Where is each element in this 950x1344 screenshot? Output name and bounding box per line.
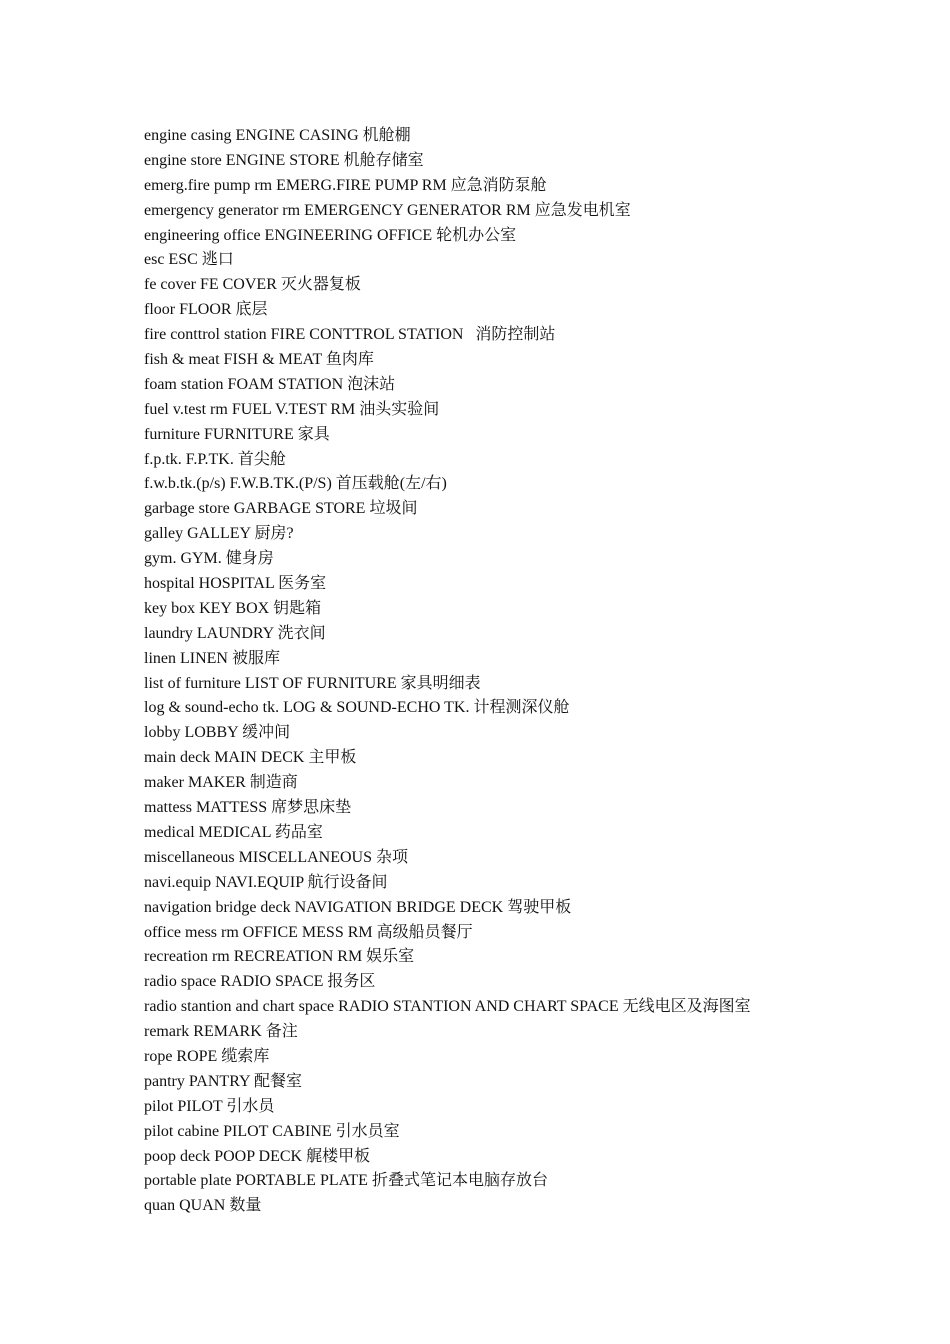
glossary-entry: recreation rm RECREATION RM 娱乐室 — [144, 948, 415, 966]
glossary-list — [144, 124, 751, 1219]
glossary-entry: f.p.tk. F.P.TK. 首尖舱 — [144, 450, 286, 468]
glossary-entry: radio space RADIO SPACE 报务区 — [144, 973, 376, 991]
glossary-entry: linen LINEN 被服库 — [144, 649, 280, 667]
glossary-entry: list of furniture LIST OF FURNITURE 家具明细表 — [144, 674, 481, 692]
glossary-entry: f.w.b.tk.(p/s) F.W.B.TK.(P/S) 首压载舱(左/右) — [144, 475, 447, 493]
glossary-entry: remark REMARK 备注 — [144, 1023, 298, 1041]
glossary-entry: lobby LOBBY 缓冲间 — [144, 724, 291, 742]
glossary-entry: pilot cabine PILOT CABINE 引水员室 — [144, 1122, 400, 1140]
glossary-entry: radio stantion and chart space RADIO STANTION AND CHART SPACE 无线电区及海图室 — [144, 998, 751, 1016]
glossary-entry: maker MAKER 制造商 — [144, 774, 298, 792]
glossary-entry: fire conttrol station FIRE CONTTROL STATION 消防控制站 — [144, 326, 556, 344]
glossary-entry: navi.equip NAVI.EQUIP 航行设备间 — [144, 873, 388, 891]
glossary-entry: medical MEDICAL 药品室 — [144, 823, 323, 841]
glossary-entry: furniture FURNITURE 家具 — [144, 425, 330, 443]
glossary-entry: gym. GYM. 健身房 — [144, 550, 274, 568]
glossary-entry: fish & meat FISH & MEAT 鱼肉库 — [144, 351, 374, 369]
glossary-entry: key box KEY BOX 钥匙箱 — [144, 599, 322, 617]
glossary-entry: engineering office ENGINEERING OFFICE 轮机办公室 — [144, 226, 517, 244]
glossary-entry: foam station FOAM STATION 泡沫站 — [144, 375, 396, 393]
glossary-entry: laundry LAUNDRY 洗衣间 — [144, 624, 326, 642]
glossary-entry: navigation bridge deck NAVIGATION BRIDGE DECK 驾驶甲板 — [144, 898, 572, 916]
glossary-entry: quan QUAN 数量 — [144, 1197, 262, 1215]
glossary-entry: miscellaneous MISCELLANEOUS 杂项 — [144, 848, 408, 866]
glossary-entry: portable plate PORTABLE PLATE 折叠式笔记本电脑存放台 — [144, 1172, 548, 1190]
glossary-entry: hospital HOSPITAL 医务室 — [144, 575, 327, 593]
glossary-entry: engine store ENGINE STORE 机舱存储室 — [144, 151, 424, 169]
glossary-entry: galley GALLEY 厨房? — [144, 525, 294, 543]
glossary-entry: poop deck POOP DECK 艉楼甲板 — [144, 1147, 371, 1165]
glossary-entry: pilot PILOT 引水员 — [144, 1097, 275, 1115]
glossary-entry: mattess MATTESS 席梦思床垫 — [144, 799, 352, 817]
glossary-entry: log & sound-echo tk. LOG & SOUND-ECHO TK. 计程测深仪舱 — [144, 699, 570, 717]
glossary-entry: rope ROPE 缆索库 — [144, 1047, 270, 1065]
glossary-entry: main deck MAIN DECK 主甲板 — [144, 749, 357, 767]
glossary-entry: fe cover FE COVER 灭火器复板 — [144, 276, 361, 294]
glossary-entry: garbage store GARBAGE STORE 垃圾间 — [144, 500, 418, 518]
glossary-entry: emergency generator rm EMERGENCY GENERATOR RM 应急发电机室 — [144, 201, 631, 219]
glossary-entry: floor FLOOR 底层 — [144, 301, 268, 319]
glossary-entry: engine casing ENGINE CASING 机舱棚 — [144, 127, 411, 144]
glossary-entry: office mess rm OFFICE MESS RM 高级船员餐厅 — [144, 923, 473, 941]
glossary-entry: fuel v.test rm FUEL V.TEST RM 油头实验间 — [144, 400, 440, 418]
glossary-entry: pantry PANTRY 配餐室 — [144, 1072, 302, 1090]
glossary-entry: emerg.fire pump rm EMERG.FIRE PUMP RM 应急消防泵舱 — [144, 176, 547, 194]
glossary-entry: esc ESC 逃口 — [144, 251, 234, 269]
